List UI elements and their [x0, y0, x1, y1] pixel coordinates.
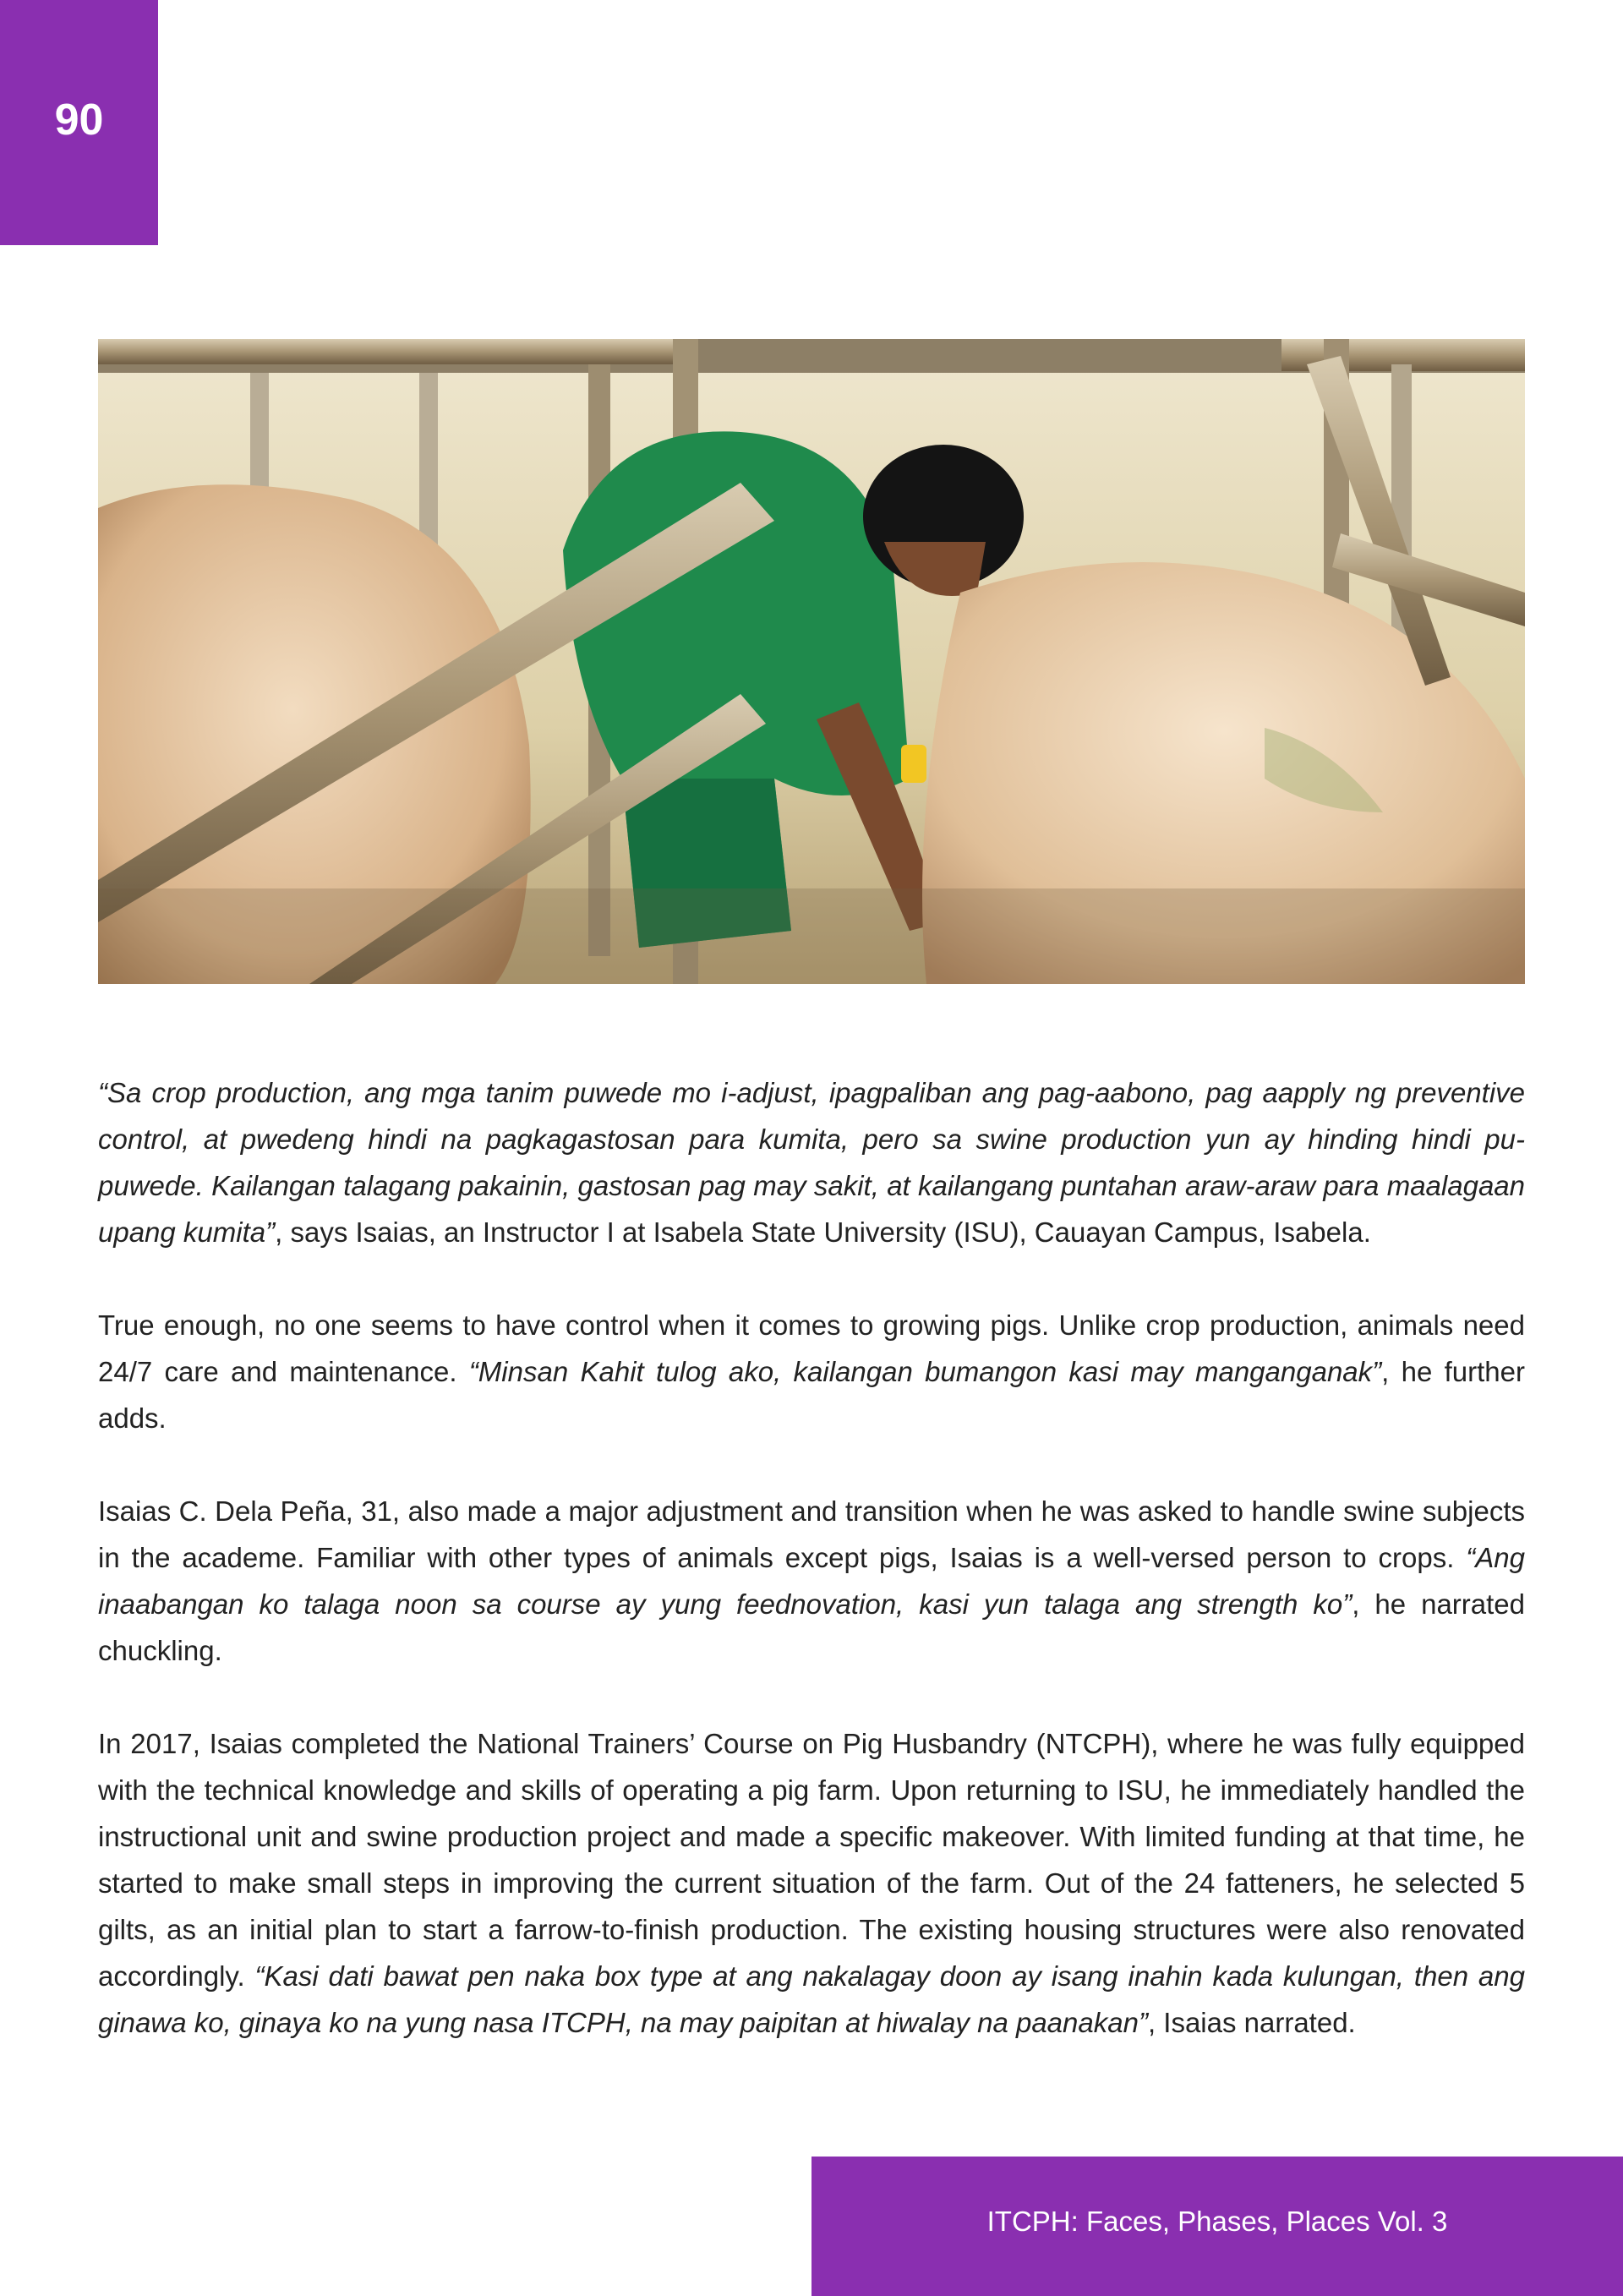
footer-band — [812, 2157, 1623, 2296]
paragraph-4-text-b: , Isaias narrated. — [1147, 2007, 1356, 2038]
quote-3: “Ang inaabangan ko talaga noon sa course ay yung feednovation, kasi yun talaga ang strength ko” — [98, 1542, 1525, 1620]
paragraph-2-text-b: , he further adds. — [98, 1356, 1525, 1434]
quote-1: “Sa crop production, ang mga tanim puwede mo i-adjust, ipagpaliban ang pag-aabono, pag aapply ng preventive control, at pwedeng hindi na pagkagastosan para kumita, pero sa swine production yun ay hinding hindi pu-puwede. Kailangan talagang pakainin, gastosan pag may sakit, at kailangang puntahan araw-araw para maalagaan upang kumita” — [98, 1077, 1525, 1248]
paragraph-3 — [98, 1488, 1525, 1674]
publication-title: ITCPH: Faces, Phases, Places Vol. 3 — [986, 2206, 1448, 2237]
quote-4: “Kasi dati bawat pen naka box type at ang nakalagay doon ay isang inahin kada kulungan, then ang ginawa ko, ginaya ko na yung nasa ITCPH, na may paipitan at hiwalay na paanakan” — [98, 1960, 1525, 2038]
paragraph-1-text: , says Isaias, an Instructor I at Isabela State University (ISU), Cauayan Campus, Isabela. — [275, 1216, 1371, 1248]
paragraph-2 — [98, 1302, 1525, 1441]
quote-2: “Minsan Kahit tulog ako, kailangan bumangon kasi may manganganak” — [468, 1356, 1382, 1387]
paragraph-4-text-a: In 2017, Isaias completed the National Trainers’ Course on Pig Husbandry (NTCPH), where he was fully equipped with the technical knowledge and skills of operating a pig farm. Upon returning to ISU, he immediately handled the instructional unit and swine production project and made a specific makeover. With limited funding at that time, he started to make small steps in improving the current situation of the farm. Out of the 24 fatteners, he selected 5 gilts, as an initial plan to start a farrow-to-finish production. The existing housing structures were also renovated accordingly. — [98, 1728, 1525, 1992]
pig-farm-photo — [98, 339, 1525, 984]
photo-illustration — [98, 339, 1525, 984]
paragraph-2-text-a: True enough, no one seems to have control when it comes to growing pigs. Unlike crop production, animals need 24/7 care and maintenance. — [98, 1309, 1525, 1387]
paragraph-1 — [98, 1069, 1525, 1255]
paragraph-3-text-b: , he narrated chuckling. — [98, 1588, 1526, 1666]
article-body — [98, 1069, 1525, 2092]
page-number-tab — [0, 0, 158, 245]
page-number: 90 — [54, 96, 104, 145]
paragraph-3-text-a: Isaias C. Dela Peña, 31, also made a major adjustment and transition when he was asked to handle swine subjects in the academe. Familiar with other types of animals except pigs, Isaias is a well-versed person to crops. — [98, 1495, 1525, 1573]
paragraph-4 — [98, 1720, 1525, 2046]
